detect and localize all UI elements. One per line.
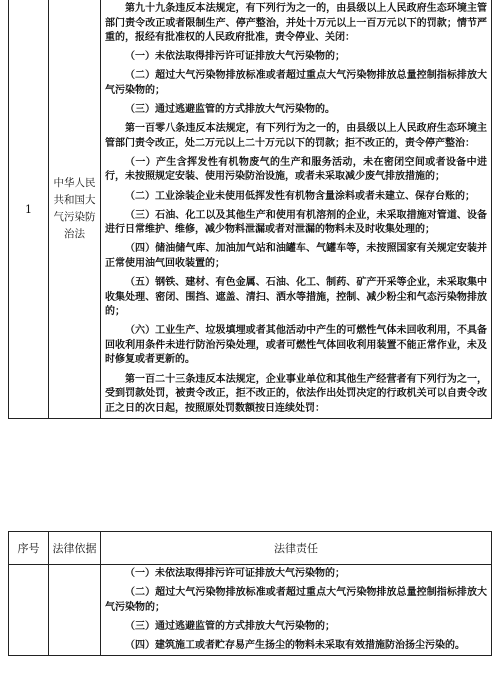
article-item: （六）工业生产、垃圾填埋或者其他活动中产生的可燃性气体未回收利用，不具备回收利用条件未进行防治污染处理，或者可燃性气体回收利用装置不能正常作业，未及时修复或者更新的。: [105, 325, 487, 366]
article-item: （一）未依法取得排污许可证排放大气污染物的；: [125, 51, 345, 63]
article-item: （三）通过逃避监管的方式排放大气污染物的。: [125, 104, 335, 116]
liability-text: [105, 2, 487, 416]
row-number-empty: [9, 565, 49, 656]
liability-table-continued: [8, 0, 492, 419]
article-item: （二）工业涂装企业未使用低挥发性有机物含量涂料或者未建立、保存台账的；: [125, 190, 475, 202]
article-item: （四）储油储气库、加油加气站和油罐车、气罐车等，未按照国家有关规定安装并正常使用油气回收装置的；: [105, 243, 487, 269]
article-item: （三）通过逃避监管的方式排放大气污染物的；: [125, 620, 335, 632]
law-name-empty: [49, 565, 101, 656]
table-header-row: [9, 532, 492, 565]
header-no: 序号: [9, 532, 49, 565]
page-gap: [0, 521, 498, 531]
table-row: [9, 0, 492, 419]
legal-liability-cell: [101, 0, 492, 419]
article-item: （五）钢铁、建材、有色金属、石油、化工、制药、矿产开采等企业，未采取集中收集处理、密闭、围挡、遮盖、清扫、洒水等措施，控制、减少粉尘和气态污染物排放的；: [105, 277, 487, 318]
article-item: （一）产生含挥发性有机物废气的生产和服务活动，未在密闭空间或者设备中进行，未按照规定安装、使用污染防治设施，或者未采取减少废气排放措施的；: [105, 156, 487, 183]
header-responsibility: 法律责任: [101, 532, 492, 565]
article-item: （四）建筑施工或者贮存易产生扬尘的物料未采取有效措施防治扬尘污染的。: [125, 639, 465, 651]
article-item: （一）未依法取得排污许可证排放大气污染物的；: [125, 568, 345, 579]
liability-text: [105, 567, 487, 653]
law-name: 中华人民共和国大气污染防治法: [49, 0, 101, 419]
header-law: 法律依据: [49, 532, 101, 565]
article-item: （二）超过大气污染物排放标准或者超过重点大气污染物排放总量控制指标排放大气污染物的；: [105, 587, 487, 613]
article-paragraph: 第一百零八条违反本法规定，有下列行为之一的，由县级以上人民政府生态环境主管部门责令改正，处二万元以上二十万元以下的罚款；拒不改正的，责令停产整治：: [105, 123, 487, 149]
article-paragraph: 第九十九条违反本法规定，有下列行为之一的，由县级以上人民政府生态环境主管部门责令改正或者限制生产、停产整治，并处十万元以上一百万元以下的罚款；情节严重的，报经有批准权的人民政府批准，责令停业、关闭：: [105, 3, 487, 44]
row-number: 1: [9, 0, 49, 419]
table-row: [9, 565, 492, 656]
article-paragraph: 第一百二十三条违反本法规定，企业事业单位和其他生产经营者有下列行为之一，受到罚款处罚，被责令改正，拒不改正的，依法作出处罚决定的行政机关可以自责令改正之日的次日起，按照原处罚数额按日连续处罚：: [105, 373, 487, 414]
article-item: （二）超过大气污染物排放标准或者超过重点大气污染物排放总量控制指标排放大气污染物的；: [105, 70, 487, 96]
legal-liability-cell: [101, 565, 492, 656]
liability-table-next-page: [8, 531, 492, 656]
article-item: （三）石油、化工以及其他生产和使用有机溶剂的企业，未采取措施对管道、设备进行日常维护、维修，减少物料泄漏或者对泄漏的物料未及时收集处理的；: [105, 209, 487, 236]
